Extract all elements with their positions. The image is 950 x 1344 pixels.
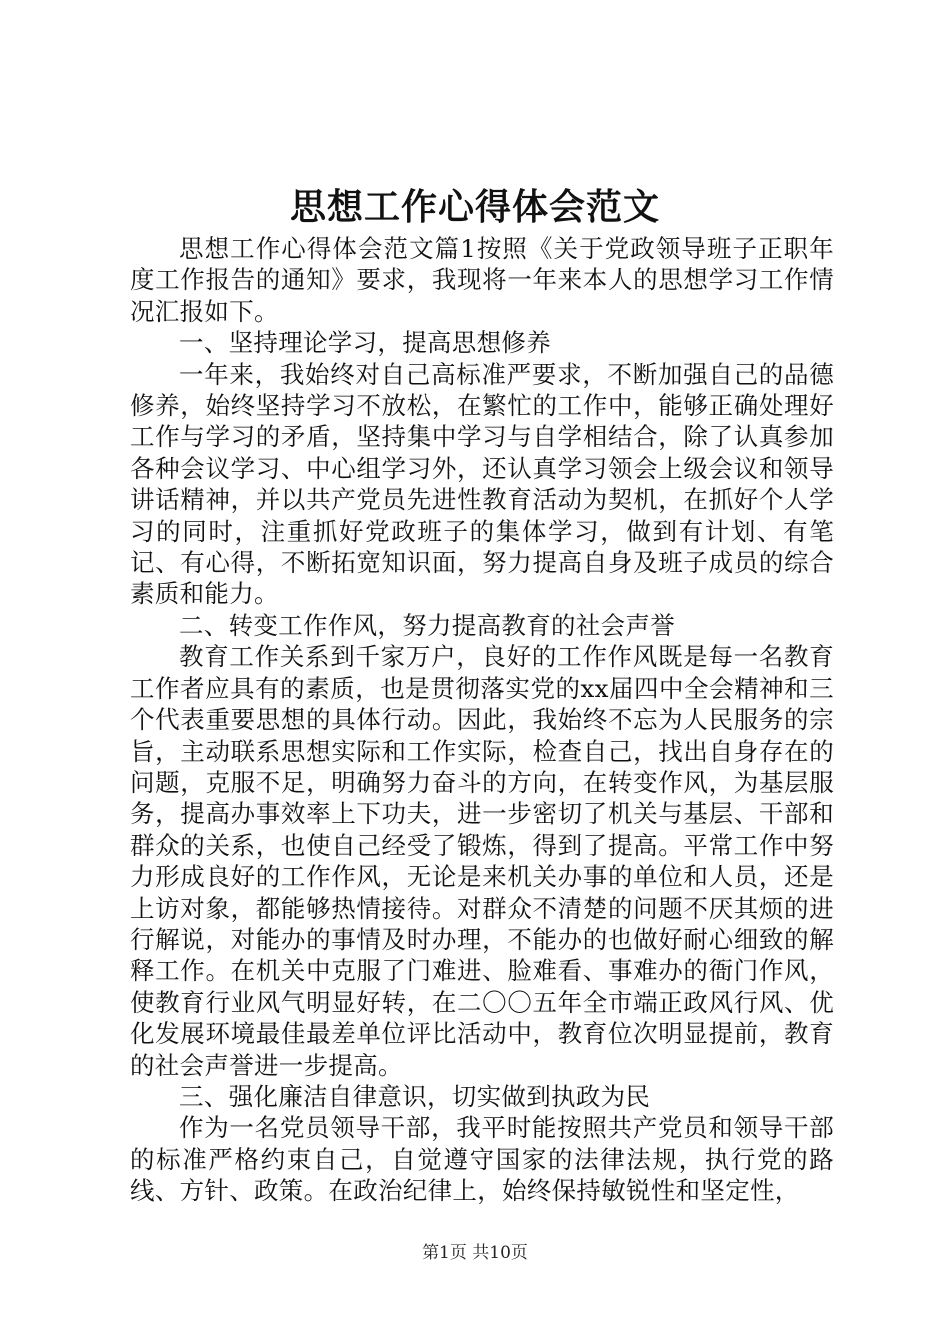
document-title: 思想工作心得体会范文	[289, 186, 660, 228]
section-heading-2: 二、转变工作作风，努力提高教育的社会声誉	[179, 610, 675, 640]
section-paragraph-2: 教育工作关系到千家万户，良好的工作作风既是每一名教育工作者应具有的素质，也是贯彻落实党的xx届四中全会精神和三个代表重要思想的具体行动。因此，我始终不忘为人民服务的宗旨，主动联系思想实际和工作实际，检查自己，找出自身存在的问题，克服不足，明确努力奋斗的方向，在转变作风，为基层服务，提高办事效率上下功夫，进一步密切了机关与基层、干部和群众的关系，也使自己经受了锻炼，得到了提高。平常工作中努力形成良好的工作作风，无论是来机关办事的单位和人员，还是上访对象，都能够热情接待。对群众不清楚的问题不厌其烦的进行解说，对能办的事情及时办理，不能办的也做好耐心细致的解释工作。在机关中克服了门难进、脸难看、事难办的衙门作风，使教育行业风气明显好转，在二〇〇五年全市端正政风行风、优化发展环境最佳最差单位评比活动中，教育位次明显提前，教育的社会声誉进一步提高。	[130, 642, 834, 1080]
document-body	[130, 233, 834, 1207]
intro-paragraph: 思想工作心得体会范文篇1按照《关于党政领导班子正职年度工作报告的通知》要求，我现将一年来本人的思想学习工作情况汇报如下。	[130, 234, 834, 326]
section-paragraph-3: 作为一名党员领导干部，我平时能按照共产党员和领导干部的标准严格约束自己，自觉遵守国家的法律法规，执行党的路线、方针、政策。在政治纪律上，始终保持敏锐性和坚定性，	[130, 1113, 834, 1206]
page-number-footer: 第1页 共10页	[422, 1243, 528, 1263]
section-heading-1: 一、坚持理论学习，提高思想修养	[179, 328, 551, 358]
section-paragraph-1: 一年来，我始终对自己高标准严要求，不断加强自己的品德修养，始终坚持学习不放松，在繁忙的工作中，能够正确处理好工作与学习的矛盾，坚持集中学习与自学相结合，除了认真参加各种会议学习、中心组学习外，还认真学习领会上级会议和领导讲话精神，并以共产党员先进性教育活动为契机，在抓好个人学习的同时，注重抓好党政班子的集体学习，做到有计划、有笔记、有心得，不断拓宽知识面，努力提高自身及班子成员的综合素质和能力。	[130, 359, 834, 609]
section-heading-3: 三、强化廉洁自律意识，切实做到执政为民	[179, 1081, 651, 1111]
